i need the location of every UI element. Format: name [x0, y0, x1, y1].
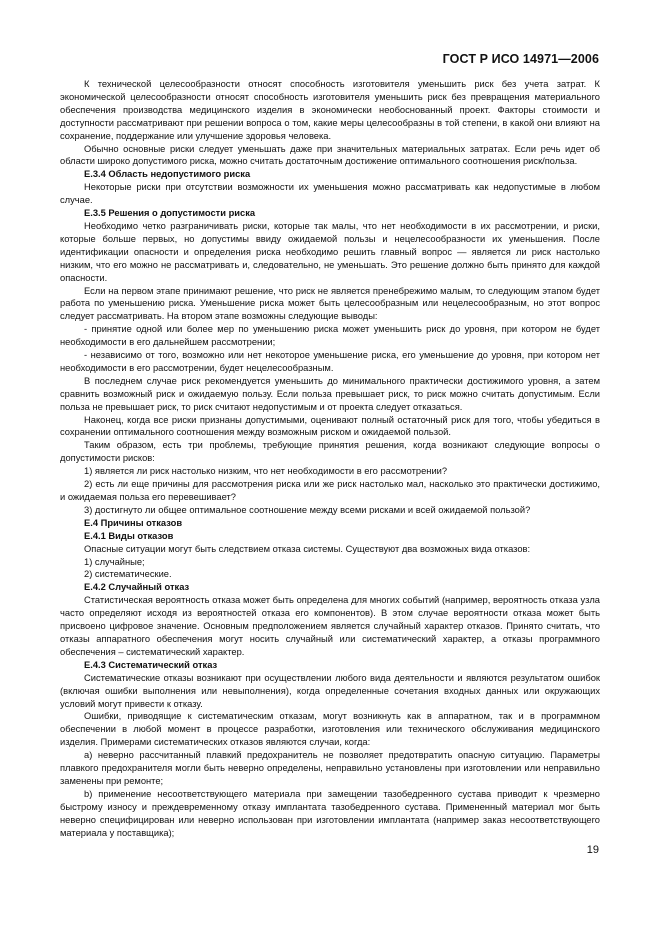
paragraph: Обычно основные риски следует уменьшать даже при значительных материальных затратах. Если речь идет об области широко допустимого риска, можно считать достаточным достижение оптимального соотношения риск/польза.: [60, 143, 600, 167]
paragraph: а) неверно рассчитанный плавкий предохранитель не позволяет предотвратить опасную ситуацию. Параметры плавкого предохранителя могли быть неверно определены, неправильно установлены при изготовлении или неправильно заменены при ремонте;: [60, 750, 600, 786]
paragraph: Ошибки, приводящие к систематическим отказам, могут возникнуть как в аппаратном, так и в программном обеспечении в любой момент в процессе разработки, изготовления или технического обслуживания медицинского изделия. Примерами систематических отказов являются случаи, когда:: [60, 711, 600, 748]
paragraph: 1) является ли риск настолько низким, что нет необходимости в его рассмотрении?: [84, 466, 448, 477]
paragraph: Необходимо четко разграничивать риски, которые так малы, что нет необходимости в их рассмотрении, и риски, которые больше первых, но допустимы ввиду ожидаемой пользы и нецелесообразности их уменьшения. После идентификации опасности и определения риска необходимо решить главный вопрос — является ли риск настолько низким, что его можно не рассматривать и, следовательно, не уменьшать. Это решение должно быть принято для каждой опасности.: [60, 220, 600, 283]
paragraph: 2) есть ли еще причины для рассмотрения риска или же риск настолько мал, насколько это практически достижимо, и ожидаемая польза его перевешивает?: [60, 479, 600, 502]
section-heading: Е.4.1 Виды отказов: [84, 530, 174, 541]
section-heading: Е.4.3 Систематический отказ: [84, 659, 218, 670]
paragraph: Опасные ситуации могут быть следствием отказа системы. Существуют два возможных вида отказов:: [84, 543, 531, 554]
section-heading: Е.4.2 Случайный отказ: [84, 582, 190, 593]
section-heading: Е.3.4 Область недопустимого риска: [84, 169, 251, 180]
paragraph: b) применение несоответствующего материала при замещении тазобедренного сустава приводит к чрезмерно быстрому износу и преждевременному отказу имплантата тазобедренного сустава. Примененный материал мог быть неверно специфицирован или неверно использован при изготовлении имплантата (например заказ несоответствующего материала у поставщика);: [60, 788, 600, 838]
page-number: 19: [586, 844, 599, 856]
section-heading: Е.3.5 Решения о допустимости риска: [84, 208, 256, 219]
paragraph: - принятие одной или более мер по уменьшению риска может уменьшить риск до уровня, при котором не будет необходимости в его дальнейшем рассмотрении;: [60, 324, 600, 348]
paragraph: Таким образом, есть три проблемы, требующие принятия решения, когда возникают следующие вопросы о допустимости рисков:: [60, 440, 600, 464]
paragraph: Систематические отказы возникают при осуществлении любого вида деятельности и являются результатом ошибок (включая ошибки выполнения или невыполнения), когда определенные сочетания входных данных или окружающих условий могут привести к отказу.: [60, 672, 600, 709]
paragraph: Если на первом этапе принимают решение, что риск не является пренебрежимо малым, то следующим этапом будет работа по уменьшению риска. Уменьшение риска может быть целесообразным или нецелесообразным, но этот вопрос следует рассматривать. На втором этапе возможны следующие выводы:: [60, 285, 600, 322]
paragraph: - независимо от того, возможно или нет некоторое уменьшение риска, его уменьшение до уровня, при котором нет необходимости в его рассмотрении, будет нецелесообразным.: [60, 350, 600, 373]
paragraph: 3) достигнуто ли общее оптимальное соотношение между всеми рисками и всей ожидаемой пользой?: [84, 504, 531, 515]
paragraph: В последнем случае риск рекомендуется уменьшить до минимального практически достижимого уровня, а затем сравнить возможный риск и ожидаемую пользу. Если польза превышает риск, то риск можно считать допустимым. Если польза не превышает риск, то риск считают недопустимым и от проекта следует отказаться.: [60, 375, 600, 412]
document-body: [60, 78, 600, 839]
paragraph: К технической целесообразности относят способность изготовителя уменьшить риск без учета затрат. К экономической целесообразности относят способность изготовителя уменьшить риск без превращения материального обеспечения производства медицинского изделия в экономически необоснованный проект. Факторы стоимости и доступности рассматривают при решении вопроса о том, какие меры целесообразны в той степени, в какой они влияют на сохранение, поддержание или улучшение здоровья человека.: [60, 79, 600, 141]
paragraph: 1) случайные;: [84, 556, 145, 567]
paragraph: 2) систематические.: [84, 569, 172, 580]
section-heading: Е.4 Причины отказов: [84, 517, 183, 528]
paragraph: Некоторые риски при отсутствии возможности их уменьшения можно рассматривать как недопустимые в любом случае.: [60, 182, 600, 206]
paragraph: Статистическая вероятность отказа может быть определена для многих событий (например, вероятность отказа узла часто определяют исходя из вероятностей отказа его компонентов). В этом случае вероятности отказа может быть присвоено цифровое значение. Основным предположением является случайный характер отказов. Принято считать, что отказы аппаратного обеспечения могут носить случайный или систематический характер, а отказы программного обеспечения – систематический характер.: [60, 595, 600, 657]
paragraph: Наконец, когда все риски признаны допустимыми, оценивают полный остаточный риск для того, чтобы убедиться в сохранении оптимального соотношения между возможным риском и ожидаемой пользой.: [60, 414, 600, 438]
standard-header: ГОСТ Р ИСО 14971—2006: [442, 52, 599, 66]
